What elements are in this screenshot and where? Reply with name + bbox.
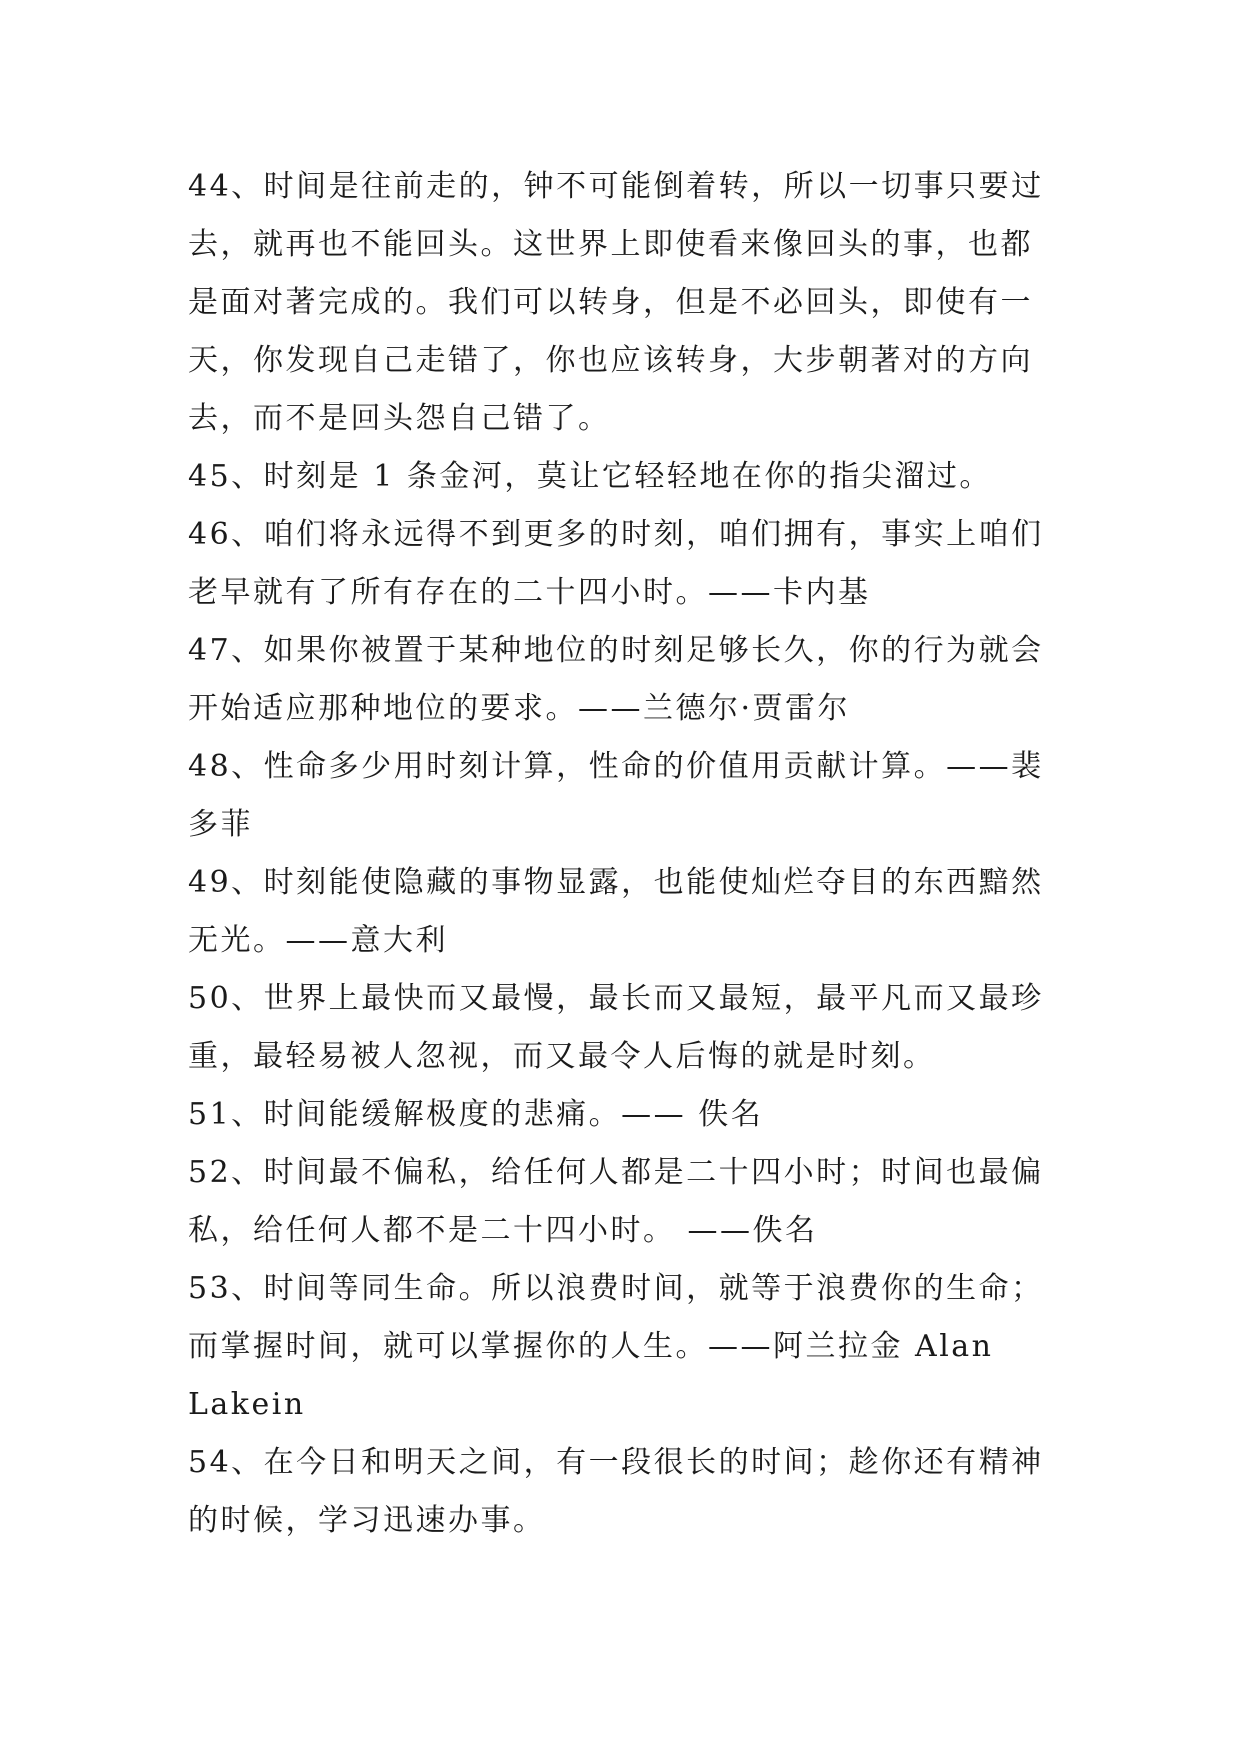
text-line: 无光。——意大利 (188, 923, 448, 958)
text-line: 多菲 (188, 807, 253, 842)
text-line: 是面对著完成的。我们可以转身，但是不必回头，即使有一 (188, 285, 1033, 320)
text-line: 50、世界上最快而又最慢，最长而又最短，最平凡而又最珍 (188, 981, 1044, 1016)
text-line: 53、时间等同生命。所以浪费时间，就等于浪费你的生命； (188, 1271, 1044, 1306)
text-line: 46、咱们将永远得不到更多的时刻，咱们拥有，事实上咱们 (188, 517, 1044, 552)
text-line: 的时候，学习迅速办事。 (188, 1503, 546, 1538)
text-line: 去，就再也不能回头。这世界上即使看来像回头的事，也都 (188, 227, 1033, 262)
document-body (188, 158, 1048, 1550)
text-line: 天，你发现自己走错了，你也应该转身，大步朝著对的方向 (188, 343, 1033, 378)
text-line: 老早就有了所有存在的二十四小时。——卡内基 (188, 575, 871, 610)
text-line: 51、时间能缓解极度的悲痛。—— 佚名 (188, 1097, 764, 1132)
text-line: 48、性命多少用时刻计算，性命的价值用贡献计算。——裴 (188, 749, 1044, 784)
text-line: 私，给任何人都不是二十四小时。 ——佚名 (188, 1213, 818, 1248)
text-line: 开始适应那种地位的要求。——兰德尔·贾雷尔 (188, 691, 851, 726)
text-line: 47、如果你被置于某种地位的时刻足够长久，你的行为就会 (188, 633, 1044, 668)
text-line: 45、时刻是 1 条金河，莫让它轻轻地在你的指尖溜过。 (188, 459, 992, 494)
text-line: 44、时间是往前走的，钟不可能倒着转，所以一切事只要过 (188, 169, 1044, 204)
text-line: 52、时间最不偏私，给任何人都是二十四小时；时间也最偏 (188, 1155, 1044, 1190)
text-line: 重，最轻易被人忽视，而又最令人后悔的就是时刻。 (188, 1039, 936, 1074)
text-line: 去，而不是回头怨自己错了。 (188, 401, 611, 436)
text-line: Lakein (188, 1387, 306, 1422)
text-line: 而掌握时间，就可以掌握你的人生。——阿兰拉金 Alan (188, 1329, 994, 1364)
text-line: 49、时刻能使隐藏的事物显露，也能使灿烂夺目的东西黯然 (188, 865, 1044, 900)
text-line: 54、在今日和明天之间，有一段很长的时间；趁你还有精神 (188, 1445, 1044, 1480)
